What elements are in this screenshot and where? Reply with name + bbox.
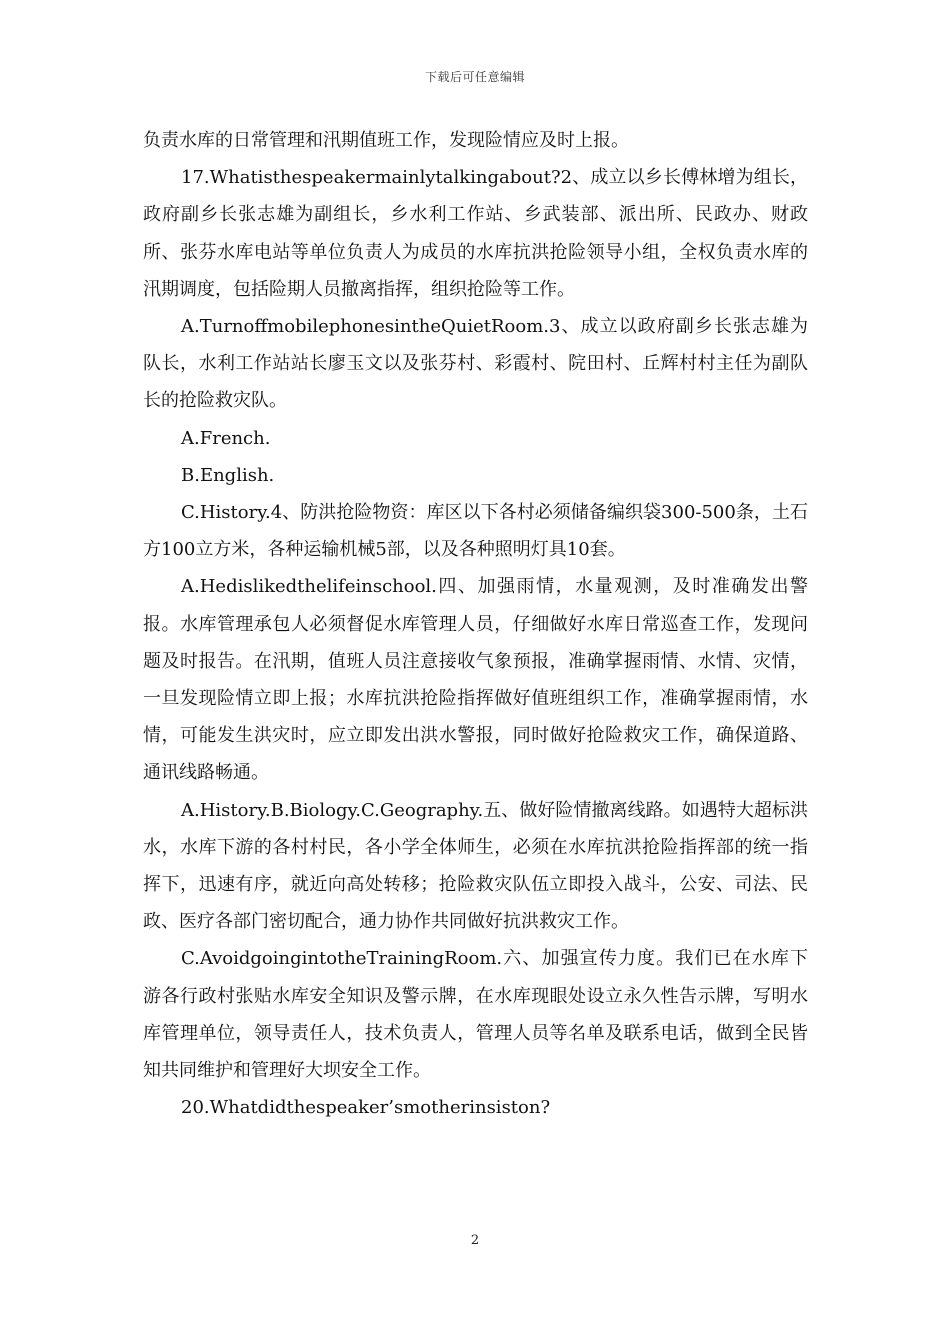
page-header: 下载后可任意编辑 [424,70,525,84]
paragraph: C.AvoidgoingintotheTrainingRoom.六、加强宣传力度。我们已在水库下游各行政村张贴水库安全知识及警示牌，在水库现眼处设立永久性告示牌，写明水库管理单位，领导责任人，技术负责人，管理人员等名单及联系电话，做到全民皆知共同维护和管理好大坝安全工作。 [143,948,808,1082]
paragraph: B.English. [181,464,275,486]
paragraph: C.History.4、防洪抢险物资：库区以下各村必须储备编织袋300-500条，土石方100立方米，各种运输机械5部，以及各种照明灯具10套。 [143,502,808,561]
paragraph: 负责水库的日常管理和汛期值班工作，发现险情应及时上报。 [143,130,629,151]
page-number: 2 [470,1233,480,1248]
paragraph: A.French. [181,427,271,449]
paragraph: A.TurnoffmobilephonesintheQuietRoom.3、成立以政府副乡长张志雄为队长，水利工作站站长廖玉文以及张芬村、彩霞村、院田村、丘辉村村主任为副队长的抢险救灾队。 [143,316,808,412]
document-body [143,122,808,1126]
paragraph: A.Hedislikedthelifeinschool.四、加强雨情，水量观测，及时准确发出警报。水库管理承包人必须督促水库管理人员，仔细做好水库日常巡查工作，发现问题及时报告。在汛期，值班人员注意接收气象预报，准确掌握雨情、水情、灾情，一旦发现险情立即上报；水库抗洪抢险指挥做好值班组织工作，准确掌握雨情，水情，可能发生洪灾时，应立即发出洪水警报，同时做好抢险救灾工作，确保道路、通讯线路畅通。 [143,576,808,784]
paragraph: 20.Whatdidthespeaker’smotherinsiston? [181,1097,551,1119]
paragraph: 17.Whatisthespeakermainlytalkingabout?2、成立以乡长傅林增为组长，政府副乡长张志雄为副组长，乡水利工作站、乡武装部、派出所、民政办、财政所、张芬水库电站等单位负责人为成员的水库抗洪抢险领导小组，全权负责水库的汛期调度，包括险期人员撤离指挥，组织抢险等工作。 [143,167,808,300]
paragraph: A.History.B.Biology.C.Geography.五、做好险情撤离线路。如遇特大超标洪水，水库下游的各村村民，各小学全体师生，必须在水库抗洪抢险指挥部的统一指挥下，迅速有序，就近向高处转移；抢险救灾队伍立即投入战斗，公安、司法、民政、医疗各部门密切配合，通力协作共同做好抗洪救灾工作。 [143,799,808,933]
